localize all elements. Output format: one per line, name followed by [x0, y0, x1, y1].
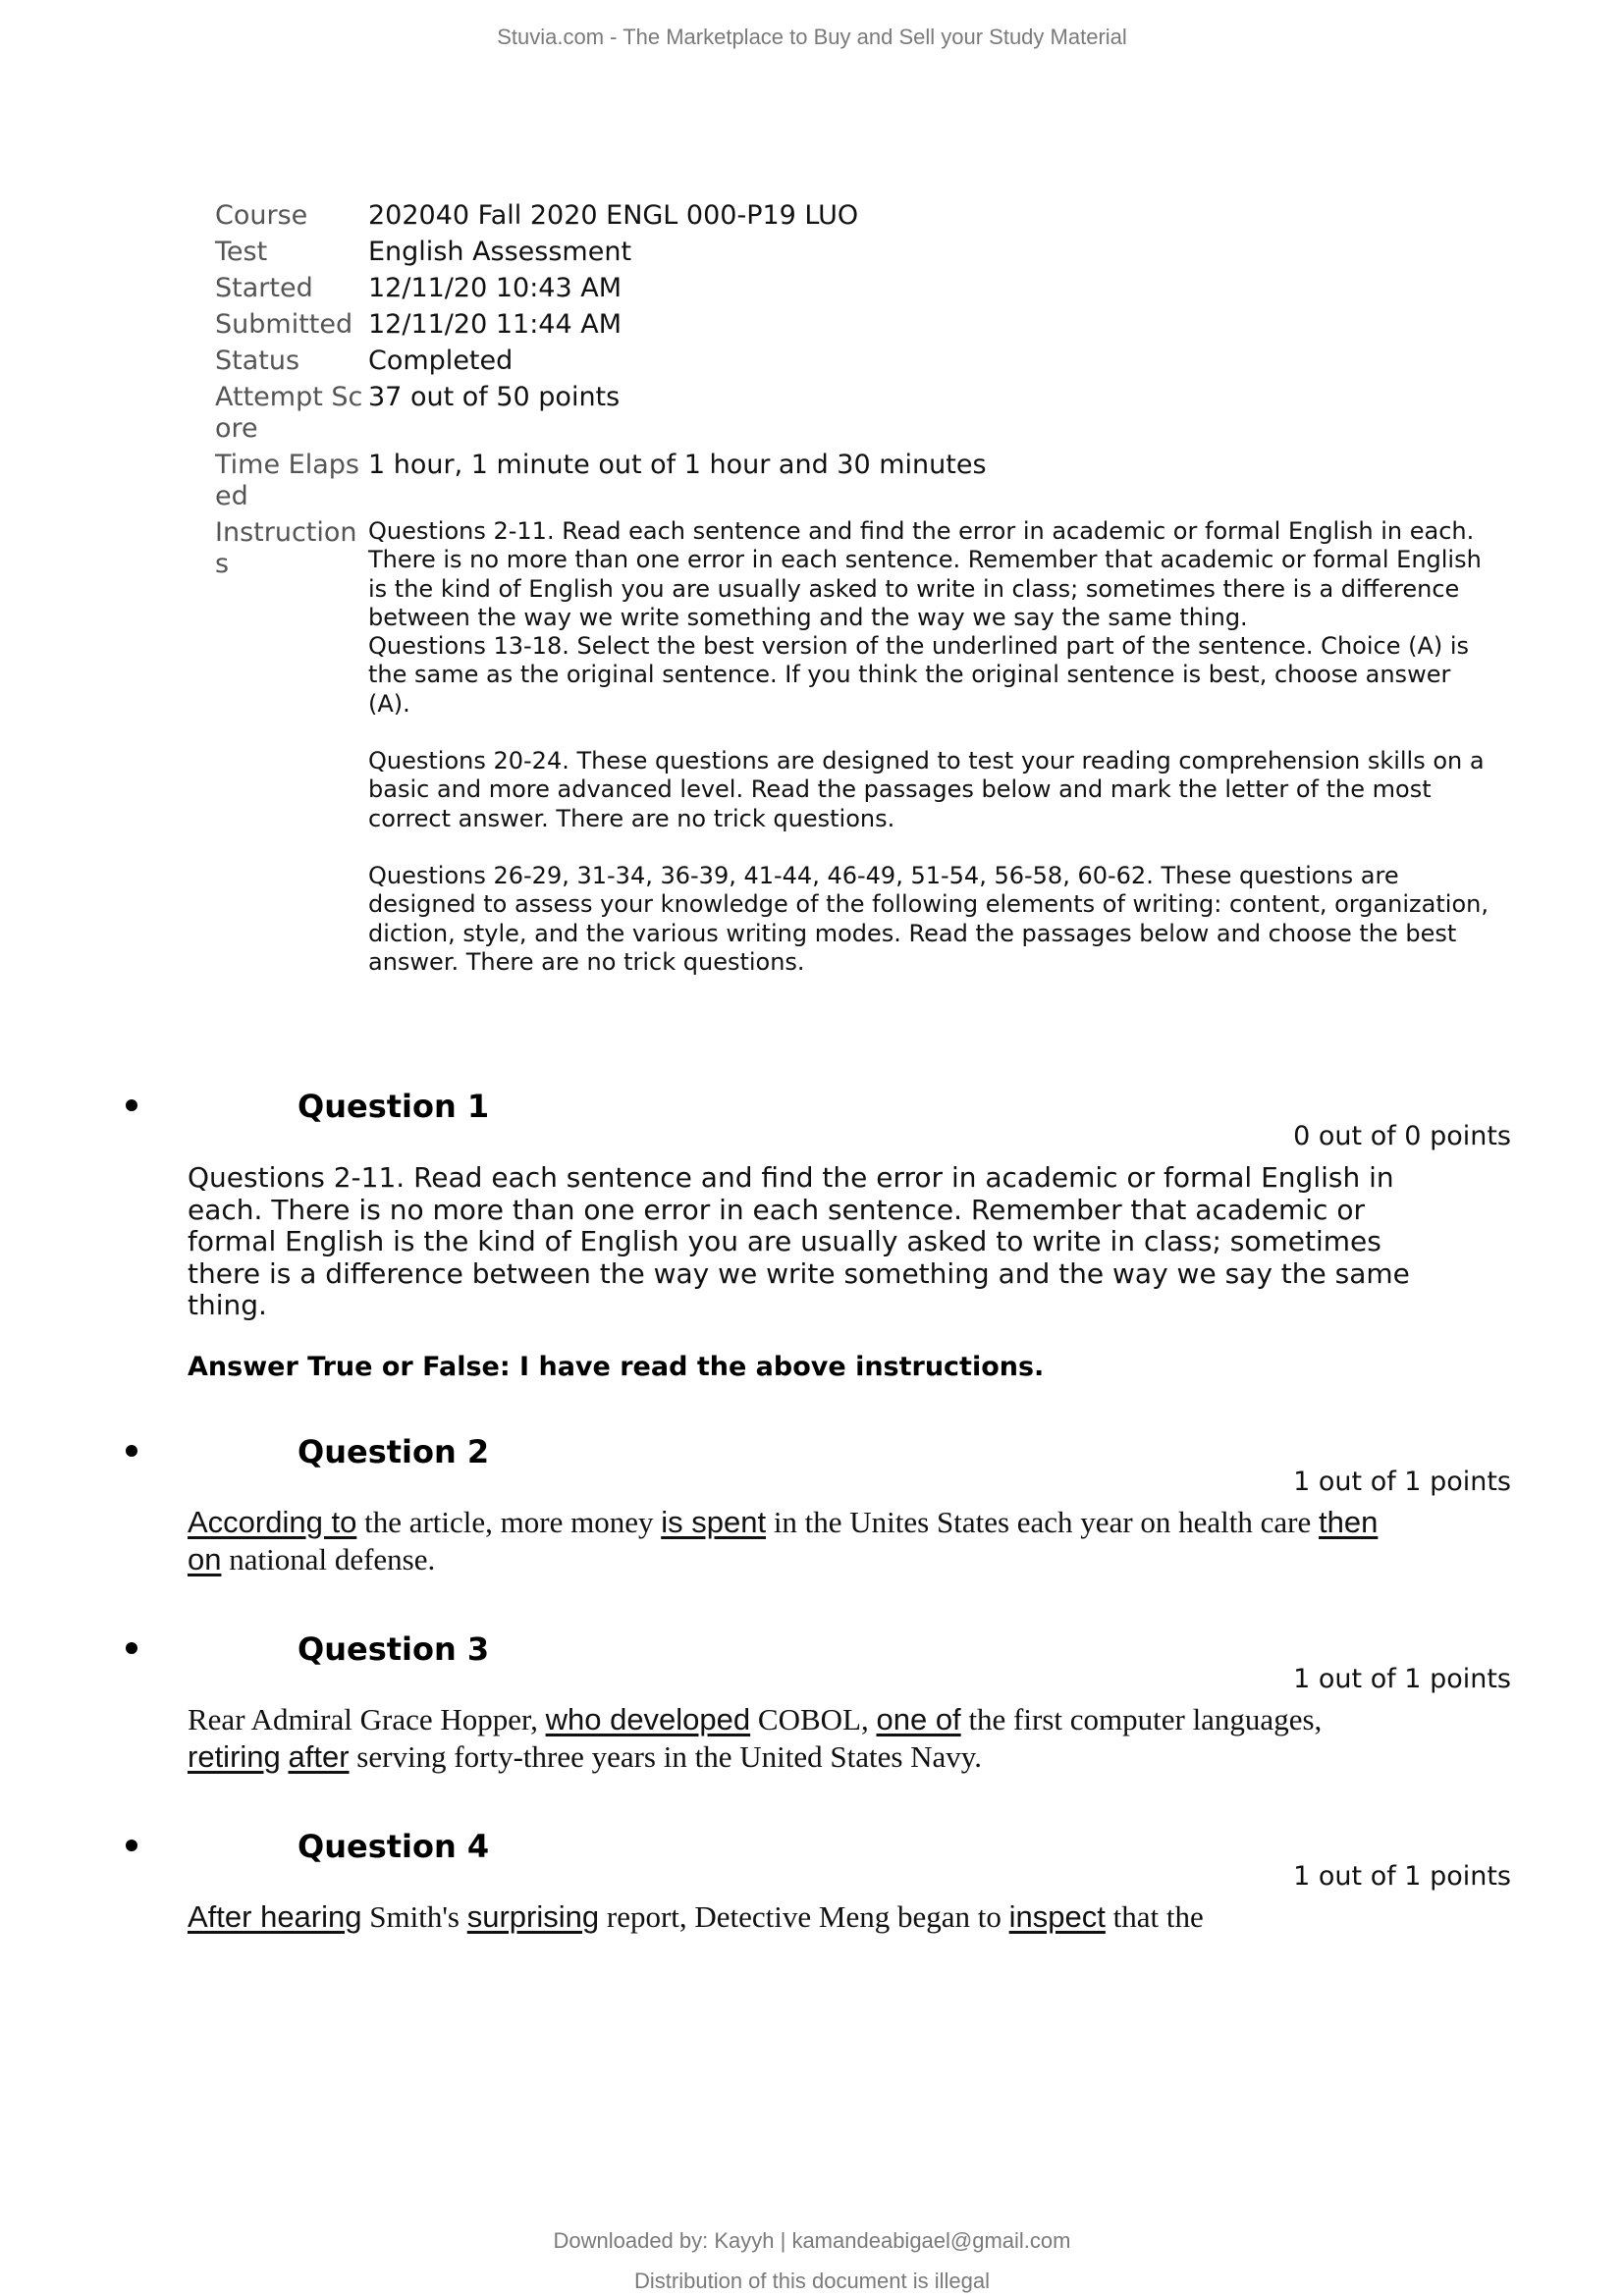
- site-banner: Stuvia.com - The Marketplace to Buy and Sell your Study Material: [497, 25, 1127, 49]
- bullet-icon: [126, 1642, 137, 1654]
- question-sentence: [188, 1701, 1395, 1776]
- detail-label: Course: [215, 200, 308, 231]
- detail-label: Attempt Score: [215, 382, 363, 444]
- underlined-choice: After hearing: [188, 1899, 362, 1934]
- question-text: Questions 2-11. Read each sentence and find the error in academic or formal English in each. There is no more than one error in each sentence. Remember that academic or formal English is the kind of English you are usually asked to write in class; sometimes there is a difference between the way we write something and the way we say the same thing.: [188, 1161, 1410, 1321]
- sentence-text: serving forty-three years in the United States Navy.: [349, 1739, 983, 1774]
- detail-row-submitted: [215, 309, 1491, 341]
- detail-label: Time Elapsed: [215, 450, 359, 511]
- bullet-icon: [126, 1840, 137, 1851]
- underlined-choice: According to: [188, 1505, 357, 1539]
- sentence-text: [281, 1739, 289, 1774]
- question-title: Question 4: [298, 1828, 490, 1865]
- underlined-choice: then: [1319, 1505, 1379, 1539]
- detail-row-started: [215, 273, 1491, 304]
- detail-label: Status: [215, 346, 300, 376]
- underlined-choice: on: [188, 1542, 222, 1576]
- detail-row-time: [215, 450, 1491, 512]
- underlined-choice: after: [288, 1739, 350, 1774]
- underlined-choice: one of: [876, 1702, 961, 1736]
- question-title: Question 1: [298, 1088, 490, 1125]
- detail-label: Submitted: [215, 309, 353, 340]
- distribution-notice: Distribution of this document is illegal: [634, 2269, 990, 2293]
- downloaded-by: Downloaded by: Kayyh | kamandeabigael@gmail.com: [553, 2228, 1071, 2253]
- instructions-paragraph: Questions 2-11. Read each sentence and find the error in academic or formal English in each. There is no more than one error in each sentence. Remember that academic or formal English is the kind of English you are usually asked to write in class; sometimes there is a difference between the way we write something and the way we say the same thing.: [368, 517, 1482, 631]
- underlined-choice: who developed: [545, 1702, 751, 1736]
- detail-row-course: [215, 200, 1491, 232]
- underlined-choice: is spent: [661, 1505, 767, 1539]
- question-title: Question 3: [298, 1630, 490, 1668]
- bullet-icon: [126, 1099, 137, 1111]
- underlined-choice: retiring: [188, 1739, 281, 1774]
- question-prompt: Answer True or False: I have read the above instructions.: [188, 1351, 1045, 1382]
- question-body: [188, 1161, 1410, 1382]
- question-sentence: [188, 1504, 1395, 1578]
- sentence-text: Rear Admiral Grace Hopper,: [188, 1702, 546, 1736]
- detail-value: 12/11/20 10:43 AM: [368, 273, 623, 303]
- question-points: 1 out of 1 points: [1293, 1664, 1511, 1694]
- sentence-text: Smith's: [361, 1899, 467, 1934]
- detail-value: 202040 Fall 2020 ENGL 000-P19 LUO: [368, 200, 859, 231]
- detail-value: English Assessment: [368, 237, 632, 267]
- sentence-text: in the Unites States each year on health care: [766, 1505, 1319, 1539]
- sentence-text: COBOL,: [750, 1702, 877, 1736]
- sentence-text: the article, more money: [356, 1505, 662, 1539]
- detail-label: Started: [215, 273, 313, 303]
- sentence-text: the first computer languages,: [960, 1702, 1323, 1736]
- sentence-text: that the: [1105, 1899, 1204, 1934]
- detail-value: Completed: [368, 346, 514, 376]
- question-points: 0 out of 0 points: [1293, 1121, 1511, 1151]
- question-title: Question 2: [298, 1433, 490, 1470]
- detail-label: Instructions: [215, 517, 357, 579]
- detail-value: 12/11/20 11:44 AM: [368, 309, 623, 340]
- detail-row-test: [215, 237, 1491, 268]
- question-points: 1 out of 1 points: [1293, 1861, 1511, 1892]
- question-sentence: [188, 1898, 1395, 1936]
- detail-value: 1 hour, 1 minute out of 1 hour and 30 minutes: [368, 450, 987, 480]
- instructions-paragraph: Questions 13-18. Select the best version of the underlined part of the sentence. Choice (A) is the same as the original sentence. If you think the original sentence is best, choose answer (A).: [368, 632, 1470, 718]
- underlined-choice: inspect: [1008, 1899, 1106, 1934]
- instructions-text: [368, 517, 1491, 1005]
- sentence-text: national defense.: [221, 1542, 436, 1576]
- underlined-choice: surprising: [466, 1899, 600, 1934]
- instructions-paragraph: Questions 26-29, 31-34, 36-39, 41-44, 46-49, 51-54, 56-58, 60-62. These questions are designed to assess your knowledge of the following elements of writing: content, organization, diction, style, and the various writing modes. Read the passages below and choose the best answer. There are no trick questions.: [368, 861, 1489, 976]
- test-details: [215, 200, 1491, 1010]
- detail-label: Test: [215, 237, 268, 267]
- detail-value: 37 out of 50 points: [368, 382, 621, 412]
- question-points: 1 out of 1 points: [1293, 1467, 1511, 1497]
- detail-row-instructions: [215, 517, 1491, 1005]
- instructions-paragraph: Questions 20-24. These questions are designed to test your reading comprehension skills on a basic and more advanced level. Read the passages below and mark the letter of the most correct answer. There are no trick questions.: [368, 747, 1485, 832]
- detail-row-score: [215, 382, 1491, 445]
- sentence-text: report, Detective Meng began to: [599, 1899, 1009, 1934]
- bullet-icon: [126, 1445, 137, 1457]
- detail-row-status: [215, 346, 1491, 377]
